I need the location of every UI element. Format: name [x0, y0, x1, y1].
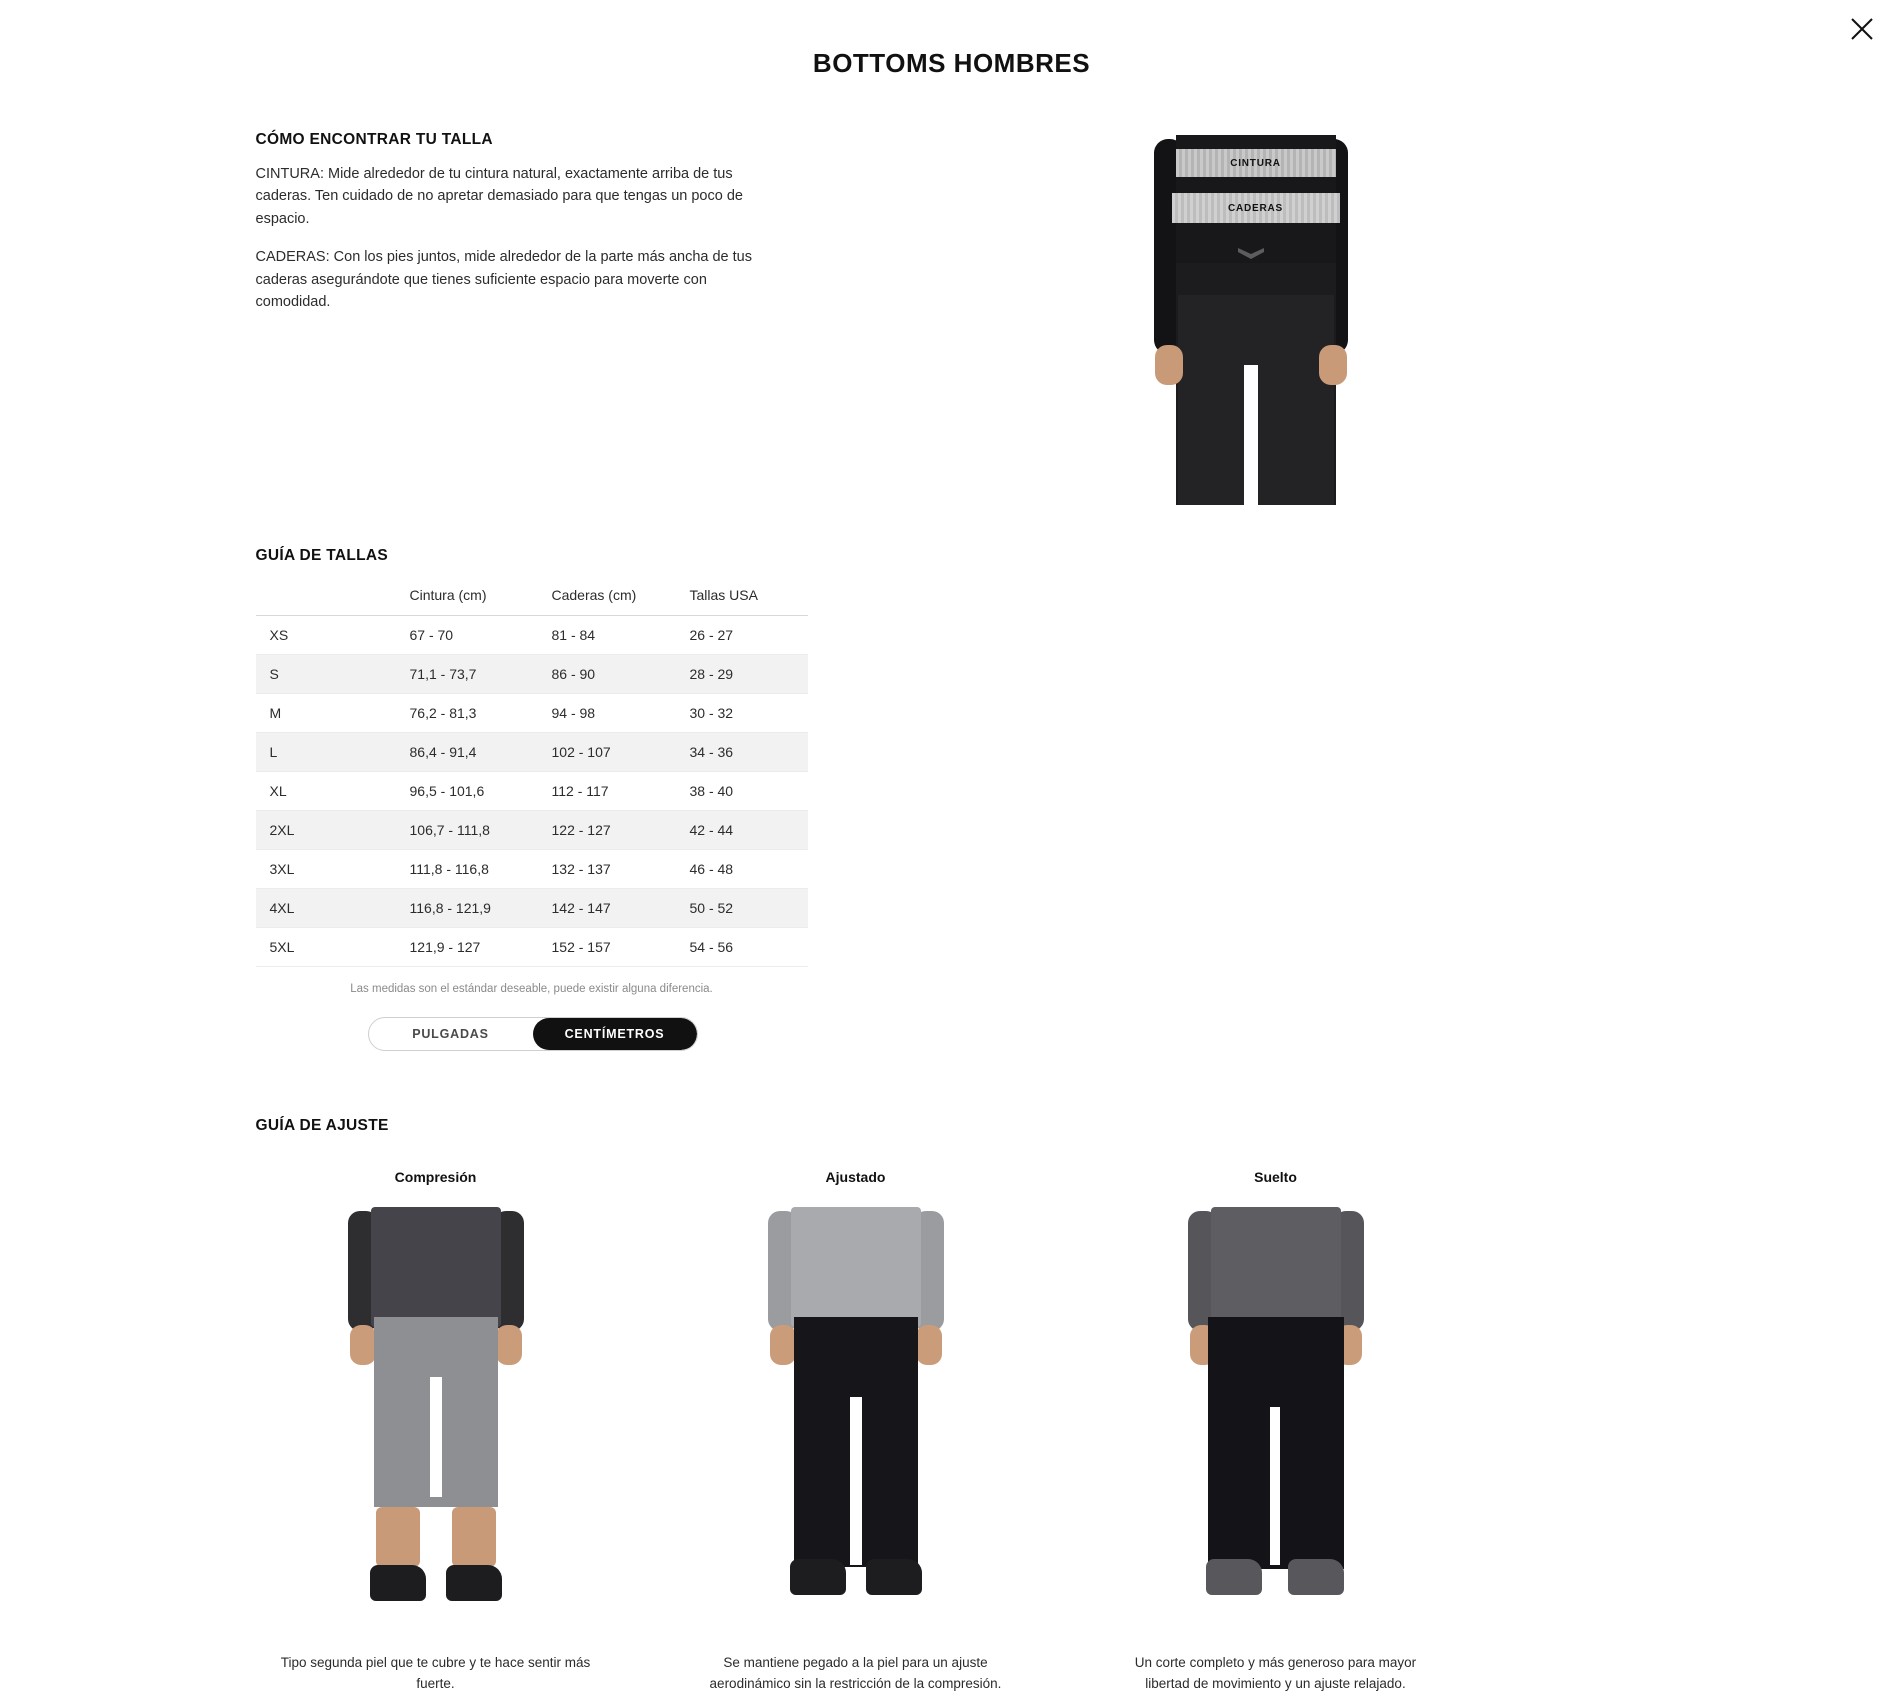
cell-usa: 28 - 29: [676, 655, 808, 694]
cell-usa: 50 - 52: [676, 889, 808, 928]
table-row: [256, 811, 808, 850]
cell-waist: 96,5 - 101,6: [396, 772, 538, 811]
figure-hand-left: [350, 1325, 376, 1365]
fit-image-fitted: [736, 1207, 976, 1627]
figure-shoe-left: [1206, 1559, 1262, 1595]
cell-usa: 26 - 27: [676, 616, 808, 655]
fit-image-compression: [316, 1207, 556, 1627]
hero-leg-gap: [1244, 365, 1258, 505]
fit-card-description: Tipo segunda piel que te cubre y te hace sentir más fuerte.: [280, 1655, 591, 1691]
size-guide-section: [256, 547, 1682, 1051]
cell-waist: 116,8 - 121,9: [396, 889, 538, 928]
cell-hips: 81 - 84: [538, 616, 676, 655]
cell-size: 3XL: [256, 850, 396, 889]
fit-card-description: Un corte completo y más generoso para mayor libertad de movimiento y un ajuste relajado.: [1134, 1655, 1417, 1691]
waist-measure-band: [1176, 149, 1336, 177]
cell-waist: 67 - 70: [396, 616, 538, 655]
modal-content: [222, 131, 1682, 1695]
cell-usa: 46 - 48: [676, 850, 808, 889]
cell-usa: 54 - 56: [676, 928, 808, 967]
cell-hips: 122 - 127: [538, 811, 676, 850]
hero-hand-right: [1319, 345, 1347, 385]
size-chart-table: [256, 579, 808, 967]
cell-waist: 71,1 - 73,7: [396, 655, 538, 694]
how-to-text-column: [256, 131, 956, 330]
unit-option-inches[interactable]: PULGADAS: [412, 1027, 489, 1041]
figure-shoe-left: [370, 1565, 426, 1601]
cell-size: XS: [256, 616, 396, 655]
cell-waist: 106,7 - 111,8: [396, 811, 538, 850]
fit-image-loose: [1156, 1207, 1396, 1627]
cell-size: M: [256, 694, 396, 733]
fit-card-fitted: [676, 1169, 1036, 1695]
unit-toggle[interactable]: [368, 1017, 698, 1051]
fit-card-compression: [256, 1169, 616, 1695]
hips-measure-band: [1172, 193, 1340, 223]
cell-hips: 102 - 107: [538, 733, 676, 772]
table-row: [256, 889, 808, 928]
cell-hips: 86 - 90: [538, 655, 676, 694]
table-row: [256, 928, 808, 967]
cell-usa: 30 - 32: [676, 694, 808, 733]
figure-leg-gap: [850, 1397, 862, 1565]
cell-hips: 142 - 147: [538, 889, 676, 928]
hero-hand-left: [1155, 345, 1183, 385]
cell-size: 4XL: [256, 889, 396, 928]
hero-image-column: [956, 131, 1682, 505]
measurement-diagram-image: [1166, 135, 1436, 505]
figure-calf-right: [452, 1507, 496, 1567]
hips-band-label: CADERAS: [1227, 202, 1284, 214]
figure-shirt: [1211, 1207, 1341, 1327]
cell-size: 5XL: [256, 928, 396, 967]
table-header-row: [256, 579, 808, 616]
close-icon[interactable]: [1843, 10, 1881, 48]
fit-card-description: Se mantiene pegado a la piel para un ajuste aerodinámico sin la restricción de la compresión.: [709, 1655, 1002, 1691]
cell-size: 2XL: [256, 811, 396, 850]
figure-shoe-right: [1288, 1559, 1344, 1595]
figure-hand-right: [496, 1325, 522, 1365]
table-row: [256, 694, 808, 733]
cell-waist: 111,8 - 116,8: [396, 850, 538, 889]
fit-guide-heading: GUÍA DE AJUSTE: [255, 1117, 389, 1134]
unit-option-centimeters[interactable]: CENTÍMETROS: [533, 1018, 697, 1050]
waist-band-label: CINTURA: [1230, 157, 1281, 169]
cell-hips: 152 - 157: [538, 928, 676, 967]
table-row: [256, 655, 808, 694]
cell-hips: 112 - 117: [538, 772, 676, 811]
table-disclaimer: Las medidas son el estándar deseable, puede existir alguna diferencia.: [350, 983, 713, 995]
column-header-size: [256, 579, 396, 616]
how-to-section: [256, 131, 1682, 505]
cell-waist: 76,2 - 81,3: [396, 694, 538, 733]
size-guide-heading: GUÍA DE TALLAS: [255, 547, 388, 564]
table-row: [256, 850, 808, 889]
figure-shirt: [371, 1207, 501, 1327]
figure-shoe-right: [866, 1559, 922, 1595]
cell-waist: 86,4 - 91,4: [396, 733, 538, 772]
brand-logo-icon: [1236, 245, 1266, 263]
table-body: [256, 616, 808, 967]
cell-waist: 121,9 - 127: [396, 928, 538, 967]
cell-usa: 42 - 44: [676, 811, 808, 850]
how-to-paragraph-hips: CADERAS: Con los pies juntos, mide alrededor de la parte más ancha de tus caderas asegurándote que tienes suficiente espacio para moverte con comodidad.: [255, 249, 752, 311]
fit-card-label: Ajustado: [825, 1169, 886, 1185]
table-row: [256, 772, 808, 811]
how-to-paragraph-waist: CINTURA: Mide alrededor de tu cintura natural, exactamente arriba de tus caderas. Ten cuidado de no apretar demasiado para que tengas un poco de espacio.: [255, 166, 743, 227]
fit-card-label: Compresión: [394, 1169, 477, 1185]
fit-guide-section: [256, 1117, 1682, 1695]
column-header-usa: Tallas USA: [676, 579, 808, 616]
figure-shoe-left: [790, 1559, 846, 1595]
cell-usa: 34 - 36: [676, 733, 808, 772]
cell-size: L: [256, 733, 396, 772]
how-to-heading: CÓMO ENCONTRAR TU TALLA: [255, 131, 493, 148]
figure-hand-right: [916, 1325, 942, 1365]
cell-hips: 94 - 98: [538, 694, 676, 733]
figure-leg-gap: [430, 1377, 442, 1497]
cell-size: S: [256, 655, 396, 694]
figure-calf-left: [376, 1507, 420, 1567]
column-header-hips: Caderas (cm): [538, 579, 676, 616]
page-title: BOTTOMS HOMBRES: [812, 48, 1091, 78]
fit-card-label: Suelto: [1254, 1169, 1297, 1185]
figure-shoe-right: [446, 1565, 502, 1601]
figure-leg-gap: [1270, 1407, 1280, 1565]
table-row: [256, 733, 808, 772]
figure-hand-left: [770, 1325, 796, 1365]
cell-hips: 132 - 137: [538, 850, 676, 889]
fit-guide-grid: [256, 1169, 1682, 1695]
figure-shirt: [791, 1207, 921, 1327]
fit-card-loose: [1096, 1169, 1456, 1695]
table-row: [256, 616, 808, 655]
column-header-waist: Cintura (cm): [396, 579, 538, 616]
cell-usa: 38 - 40: [676, 772, 808, 811]
cell-size: XL: [256, 772, 396, 811]
